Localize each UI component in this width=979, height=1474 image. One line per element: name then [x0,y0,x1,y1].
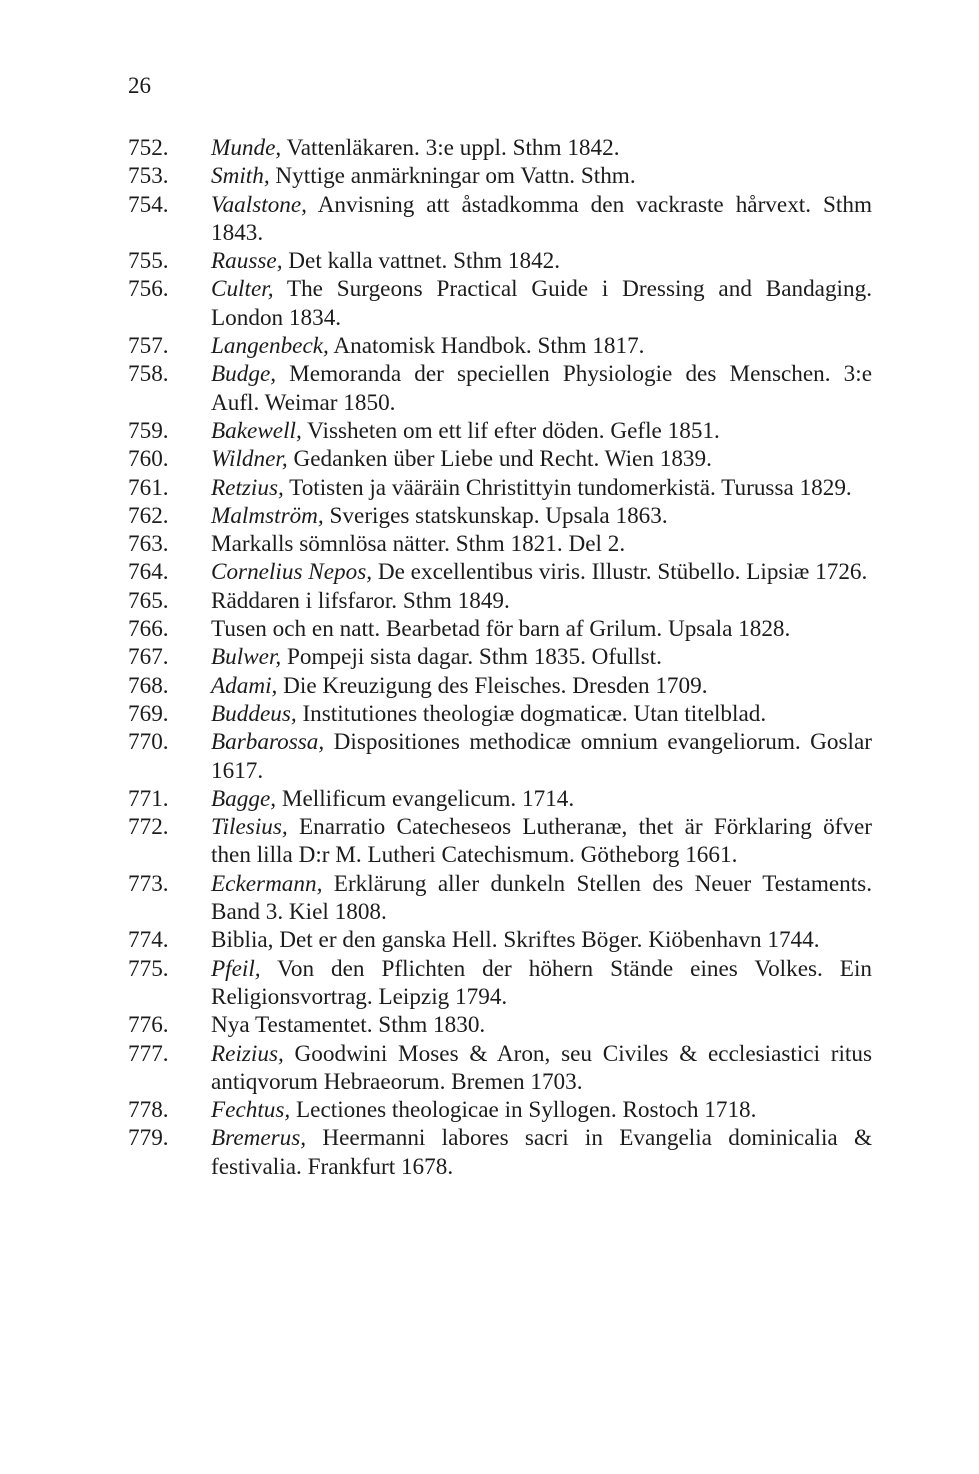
catalog-entry [128,558,872,586]
entry-text: Pompeji sista dagar. Sthm 1835. Ofullst. [281,644,662,671]
entry-author: Reizius, [211,1040,284,1067]
catalog-entry [128,134,872,162]
entry-number: 757. [128,333,169,360]
entry-text: Sveriges statskunskap. Upsala 1863. [323,502,668,529]
entry-text: Vissheten om ett lif efter döden. Gefle 1851. [301,417,720,444]
entry-author: Buddeus, [211,700,297,727]
entry-author: Budge, [211,361,277,388]
catalog-entry [128,1011,872,1039]
entry-number: 758. [128,361,169,388]
entry-number: 759. [128,417,169,444]
catalog-entry [128,1096,872,1124]
entry-author: Bagge, [211,785,277,812]
catalog-entry [128,615,872,643]
entry-author: Munde, [211,135,282,161]
entry-text: Die Kreuzigung des Fleisches. Dresden 1709. [277,672,708,699]
entry-text: Von den Pflichten der höhern Stände eines Volkes. Ein Religionsvortrag. Leipzig 1794. [211,955,872,1010]
entry-text: Lectiones theologicae in Syllogen. Rostoch 1718. [290,1097,757,1124]
entry-number: 765. [128,587,169,614]
catalog-entry [128,1124,872,1181]
entry-author: Malmström, [211,502,324,529]
catalog-entry [128,530,872,558]
entry-text: Anatomisk Handbok. Sthm 1817. [328,333,645,360]
entry-number: 752. [128,135,169,161]
entry-text: Nyttige anmärkningar om Vattn. Sthm. [269,163,636,190]
entry-text: De excellentibus viris. Illustr. Stübello. Lipsiæ 1726. [372,559,868,586]
catalog-entry [128,1040,872,1097]
entry-text: Anvisning att åstadkomma den vackraste hårvext. Sthm 1843. [211,191,872,246]
catalog-entry [128,672,872,700]
entry-number: 772. [128,814,169,841]
catalog-entry [128,955,872,1012]
entry-author: Bakewell, [211,417,302,444]
entry-author: Fechtus, [211,1097,291,1124]
entry-number: 770. [128,729,169,756]
entry-author: Smith, [211,163,270,190]
entry-author: Culter, [211,276,274,303]
entry-text: Biblia, Det er den ganska Hell. Skriftes Böger. Kiöbenhavn 1744. [211,927,820,954]
entry-text: Erklärung aller dunkeln Stellen des Neuer Testaments. Band 3. Kiel 1808. [211,870,872,926]
entry-text: Memoranda der speciellen Physiologie des Menschen. 3:e Aufl. Weimar 1850. [211,361,872,416]
entry-number: 756. [128,276,169,303]
entry-author: Tilesius, [211,814,288,841]
entry-author: Wildner, [211,446,288,473]
catalog-entry [128,275,872,332]
entry-text: The Surgeons Practical Guide i Dressing and Bandaging. London 1834. [211,276,872,331]
entry-number: 779. [128,1125,169,1152]
entry-text: Goodwini Moses & Aron, seu Civiles & ecclesiastici ritus antiqvorum Hebraeorum. Bremen 1703. [211,1040,872,1095]
entry-text: Heermanni labores sacri in Evangelia dominicalia & festivalia. Frankfurt 1678. [211,1125,872,1180]
catalog-entry [128,870,872,927]
catalog-entry [128,700,872,728]
entry-number: 773. [128,870,169,897]
catalog-entry [128,926,872,954]
catalog-entry [128,332,872,360]
entry-text: Markalls sömnlösa nätter. Sthm 1821. Del 2. [211,531,626,558]
entry-number: 753. [128,163,169,190]
catalog-entry [128,785,872,813]
entry-number: 775. [128,955,169,982]
catalog-entry [128,728,872,785]
entry-author: Langenbeck, [211,333,329,360]
catalog-entry-list [128,134,872,1181]
entry-author: Cornelius Nepos, [211,559,373,586]
catalog-entry [128,587,872,615]
entry-number: 761. [128,474,169,501]
catalog-entry [128,162,872,190]
entry-text: Enarratio Catecheseos Lutheranæ, thet är Förklaring öfver then lilla D:r M. Lutheri Catechismum. Götheborg 1661. [211,814,872,869]
entry-text: Räddaren i lifsfaror. Sthm 1849. [211,587,510,614]
entry-author: Eckermann, [211,870,323,897]
entry-number: 771. [128,785,169,812]
entry-text: Institutiones theologiæ dogmaticæ. Utan titelblad. [296,700,767,727]
entry-number: 754. [128,191,169,218]
entry-number: 763. [128,531,169,558]
catalog-entry [128,813,872,870]
catalog-entry [128,502,872,530]
entry-number: 774. [128,927,169,954]
entry-number: 778. [128,1097,169,1124]
entry-number: 767. [128,644,169,671]
entry-text: Dispositiones methodicæ omnium evangeliorum. Goslar 1617. [211,729,872,784]
catalog-entry [128,474,872,502]
entry-author: Retzius, [211,474,284,501]
entry-number: 777. [128,1040,169,1067]
entry-number: 766. [128,616,169,643]
entry-number: 768. [128,672,169,699]
entry-text: Gedanken über Liebe und Recht. Wien 1839. [287,446,712,473]
entry-author: Adami, [211,672,278,699]
catalog-entry [128,445,872,473]
entry-text: Nya Testamentet. Sthm 1830. [211,1012,486,1039]
entry-author: Pfeil, [211,955,261,982]
entry-number: 769. [128,700,169,727]
entry-text: Totisten ja vääräin Christittyin tundomerkistä. Turussa 1829. [283,474,852,501]
catalog-entry [128,360,872,417]
entry-number: 755. [128,248,169,275]
entry-text: Vattenläkaren. 3:e uppl. Sthm 1842. [281,135,620,161]
entry-number: 762. [128,502,169,529]
entry-number: 776. [128,1012,169,1039]
catalog-entry [128,247,872,275]
catalog-entry [128,191,872,248]
catalog-entry [128,643,872,671]
entry-number: 760. [128,446,169,473]
entry-author: Barbarossa, [211,729,325,756]
entry-author: Vaalstone, [211,191,307,218]
entry-text: Mellificum evangelicum. 1714. [276,785,575,812]
entry-author: Rausse, [211,248,283,275]
entry-author: Bulwer, [211,644,282,671]
entry-text: Tusen och en natt. Bearbetad för barn af Grilum. Upsala 1828. [211,616,791,643]
entry-number: 764. [128,559,169,586]
entry-text: Det kalla vattnet. Sthm 1842. [282,248,561,275]
page-number: 26 [128,73,151,98]
catalog-entry [128,417,872,445]
entry-author: Bremerus, [211,1125,307,1152]
